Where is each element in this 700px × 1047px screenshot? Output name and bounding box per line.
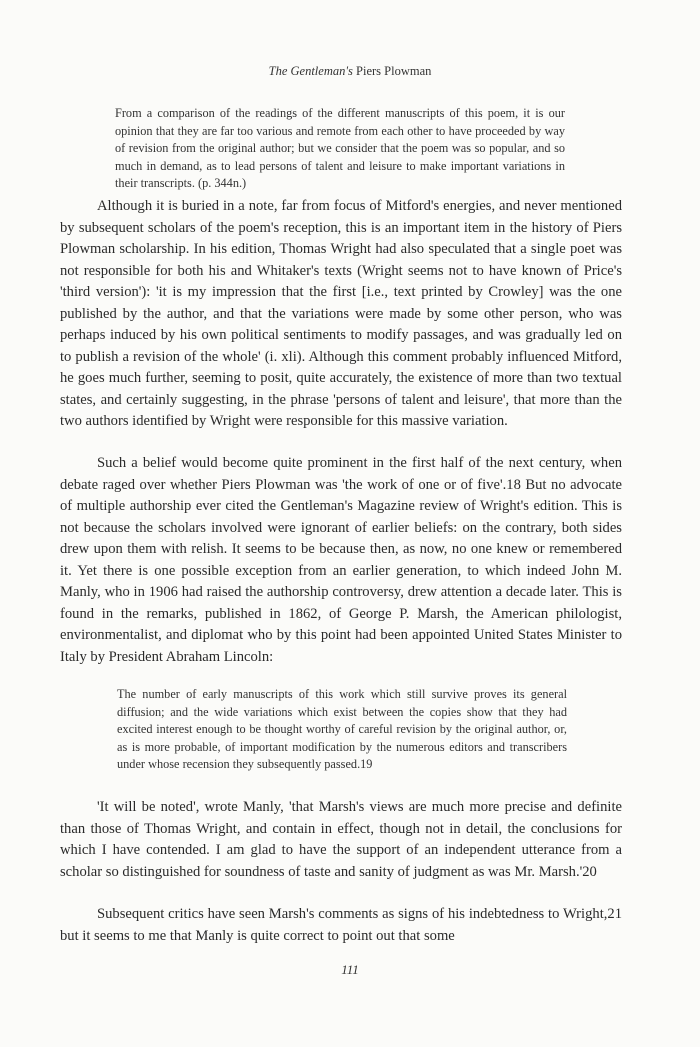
- block-quote-mitford: From a comparison of the readings of the different manuscripts of this poem, it is our opinion that they are far too various and remote from each other to have proceeded by way of revision from the original author; but we consider that the poem was so popular, and so much in demand, as to lead persons of talent and leisure to make important variations in their transcripts. (p. 344n.): [115, 106, 565, 190]
- running-head-rest: Piers Plowman: [352, 64, 432, 78]
- body-paragraph-3: [60, 797, 622, 883]
- paragraph-text: 'It will be noted', wrote Manly, 'that Marsh's views are much more precise and definite than those of Thomas Wright, and contain in effect, though not in detail, the conclusions for which I have contended. I am glad to have the support of an independent utterance from a scholar so distinguished for soundness of taste and sanity of judgment as was Mr. Marsh.'20: [60, 799, 622, 880]
- running-head-italic: The Gentleman's: [268, 64, 353, 78]
- body-paragraph-4: [60, 904, 622, 947]
- paragraph-text: Although it is buried in a note, far from focus of Mitford's energies, and never mentioned by subsequent scholars of the poem's reception, this is an important item in the history of Piers Plowman scholarship. In his edition, Thomas Wright had also speculated that a single poet was not responsible for both his and Whitaker's texts (Wright seems not to have known of Price's 'third version'): 'it is my impression that the first [i.e., text printed by Crowley] was the one published by the author, and that the variations were made by some other person, who was perhaps induced by his own political sentiments to modify passages, and was gradually led on to publish a revision of the whole' (i. xli). Although this comment probably influenced Mitford, he goes much further, seeming to posit, quite accurately, the existence of more than two textual states, and certainly suggesting, in the phrase 'persons of talent and leisure', that more than the two authors identified by Wright were responsible for this massive variation.: [60, 198, 622, 429]
- body-paragraph-1: [60, 196, 622, 433]
- paragraph-text: Subsequent critics have seen Marsh's comments as signs of his indebtedness to Wright,21 but it seems to me that Manly is quite correct to point out that some: [60, 906, 622, 944]
- body-paragraph-2: [60, 453, 622, 668]
- block-quote-marsh: The number of early manuscripts of this work which still survive proves its general diffusion; and the wide variations which exist between the copies show that they had excited interest enough to be thought worthy of careful revision by the original author, or, as is more probable, of important modification by the numerous editors and transcribers under whose recension they subsequently passed.19: [117, 687, 567, 771]
- page-number: 111: [341, 962, 359, 977]
- running-head: [0, 64, 700, 79]
- paragraph-text: Such a belief would become quite prominent in the first half of the next century, when debate raged over whether Piers Plowman was 'the work of one or of five'.18 But no advocate of multiple authorship ever cited the Gentleman's Magazine review of Wright's edition. This is not because the scholars involved were ignorant of earlier beliefs: on the contrary, both sides drew upon them with relish. It seems to be because then, as now, no one knew or remembered it. Yet there is one possible exception from an earlier generation, to which indeed John M. Manly, who in 1906 had raised the authorship controversy, drew attention a decade later. This is found in the remarks, published in 1862, of George P. Marsh, the American philologist, environmentalist, and diplomat who by this point had been appointed United States Minister to Italy by President Abraham Lincoln:: [60, 455, 622, 665]
